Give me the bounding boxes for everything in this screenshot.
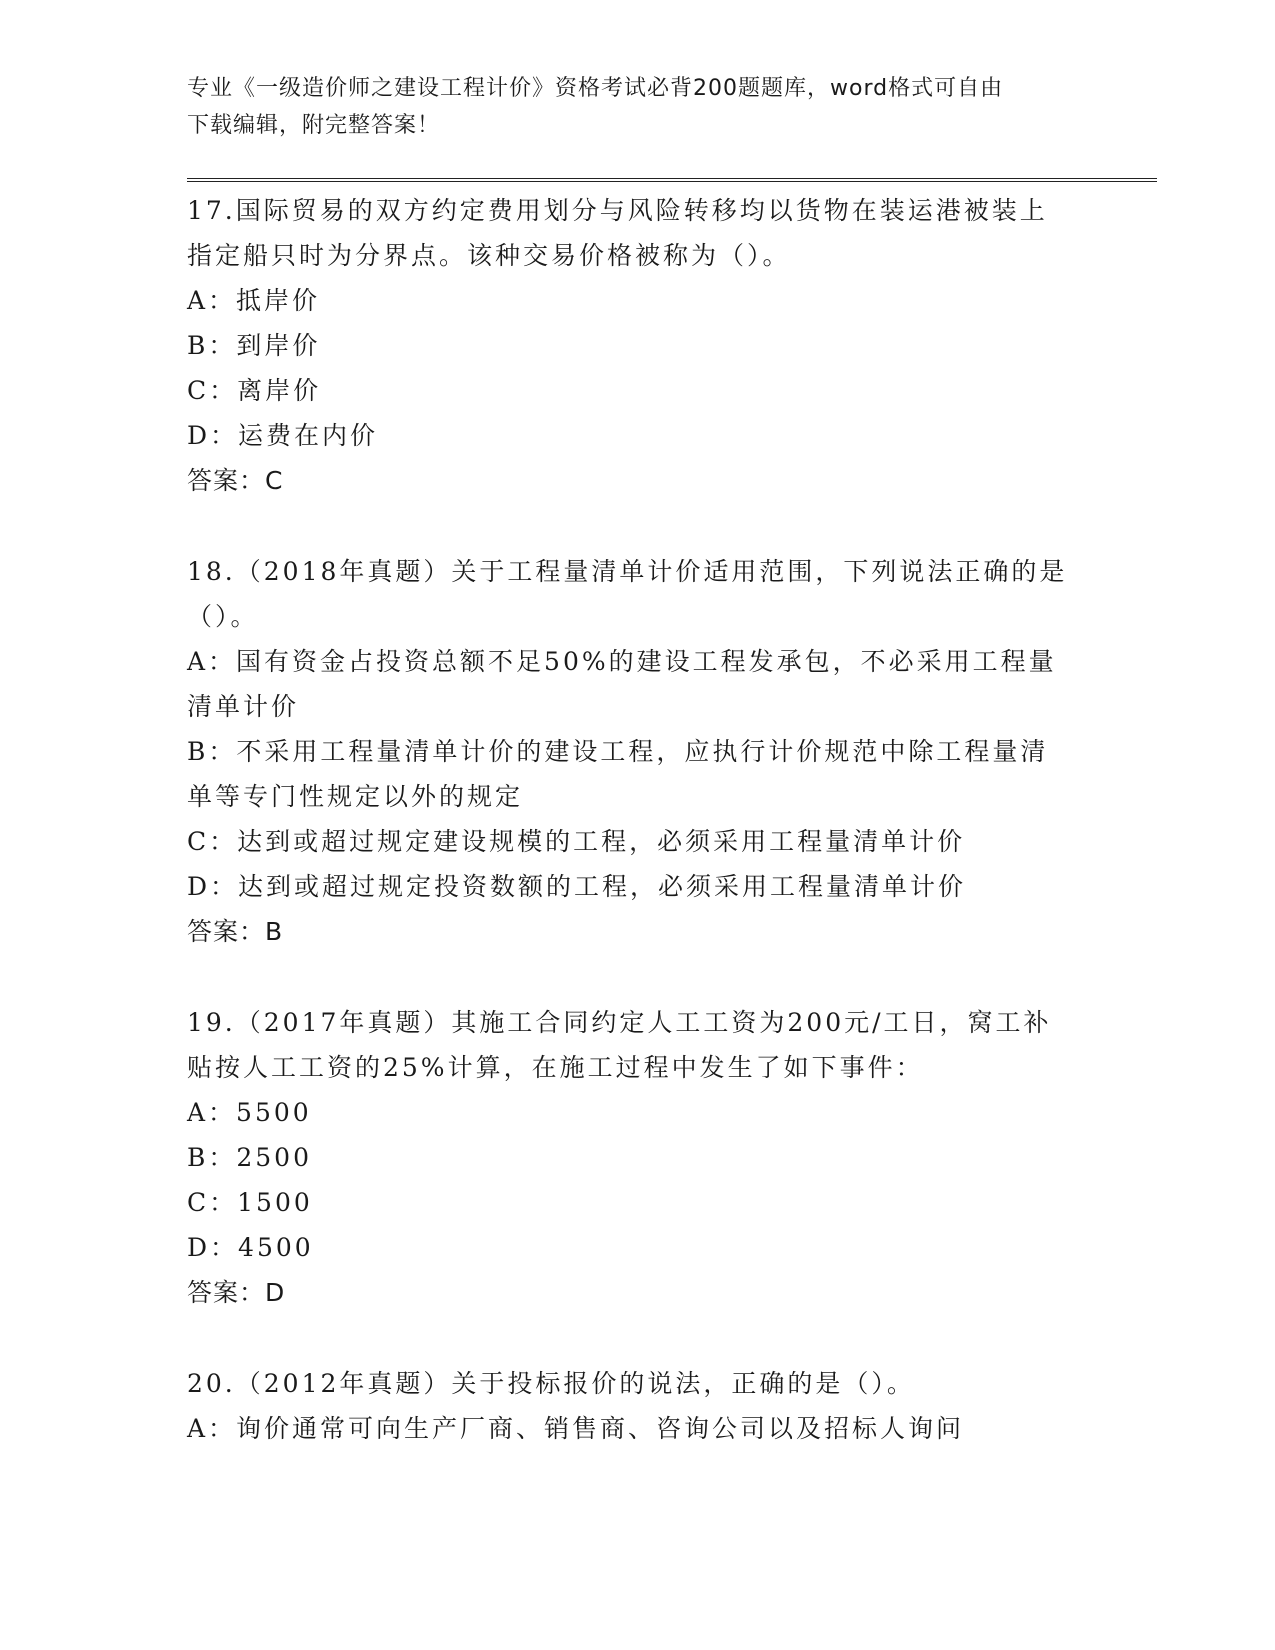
option-d: D：达到或超过规定投资数额的工程，必须采用工程量清单计价 [187,872,967,901]
question-18 [187,549,1087,954]
answer-label: 答案：B [187,917,284,946]
option-b-continued: 单等专门性规定以外的规定 [187,782,524,811]
option-c: C：离岸价 [187,376,322,405]
option-c: C：达到或超过规定建设规模的工程，必须采用工程量清单计价 [187,827,966,856]
question-list [187,188,1087,1451]
header-line-1: 专业《一级造价师之建设工程计价》资格考试必背200题题库，word格式可自由 [187,76,1004,101]
option-a: A：询价通常可向生产厂商、销售商、咨询公司以及招标人询问 [187,1414,965,1443]
question-gap [187,503,1087,549]
question-stem-line: 贴按人工工资的25%计算，在施工过程中发生了如下事件： [187,1053,924,1082]
question-stem-line: 19.（2017年真题）其施工合同约定人工工资为200元/工日，窝工补 [187,1008,1052,1037]
answer-label: 答案：C [187,466,284,495]
header-line-2: 下载编辑，附完整答案！ [187,113,441,138]
question-gap [187,954,1087,1000]
option-a: A：国有资金占投资总额不足50%的建设工程发承包，不必采用工程量 [187,647,1057,676]
question-gap [187,1315,1087,1361]
option-a-continued: 清单计价 [187,692,300,721]
question-stem-line: 18.（2018年真题）关于工程量清单计价适用范围，下列说法正确的是 [187,557,1068,586]
option-a: A：抵岸价 [187,286,321,315]
question-stem-line: 17.国际贸易的双方约定费用划分与风险转移均以货物在装运港被装上 [187,196,1048,225]
question-stem-line: 20.（2012年真题）关于投标报价的说法，正确的是（）。 [187,1369,915,1398]
question-20 [187,1361,1087,1451]
option-b: B：2500 [187,1143,312,1172]
document-header [187,70,1067,144]
option-a: A：5500 [187,1098,312,1127]
question-stem-line: （）。 [187,602,259,631]
option-d: D：运费在内价 [187,421,379,450]
question-19 [187,1000,1087,1315]
option-b: B：不采用工程量清单计价的建设工程，应执行计价规范中除工程量清 [187,737,1049,766]
question-17 [187,188,1087,503]
question-stem-line: 指定船只时为分界点。该种交易价格被称为（）。 [187,241,791,270]
option-b: B：到岸价 [187,331,321,360]
option-c: C：1500 [187,1188,313,1217]
answer-label: 答案：D [187,1278,286,1307]
option-d: D：4500 [187,1233,314,1262]
header-divider [187,178,1157,182]
document-page [187,70,1157,1451]
